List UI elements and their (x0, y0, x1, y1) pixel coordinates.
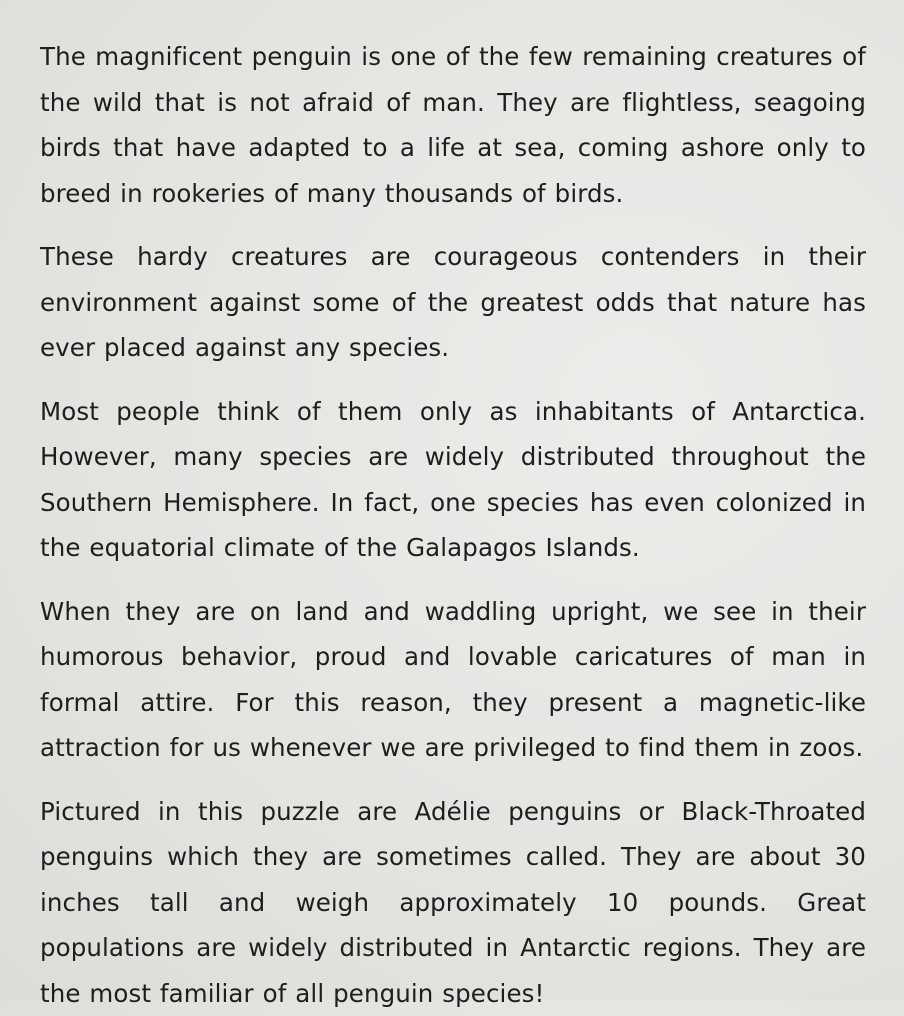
paragraph-hardy-creatures: These hardy creatures are courageous contenders in their environment against some of the greatest odds that nature has ever placed against any species. (40, 234, 866, 371)
paragraph-intro: The magnificent penguin is one of the few remaining creatures of the wild that is not afraid of man. They are flightless, seagoing birds that have adapted to a life at sea, coming ashore only to breed in rookeries of many thousands of birds. (40, 34, 866, 216)
paragraph-adelie: Pictured in this puzzle are Adélie penguins or Black-Throated penguins which they are sometimes called. They are about 30 inches tall and weigh approximately 10 pounds. Great populations are widely distributed in Antarctic regions. They are the most familiar of all penguin species! (40, 789, 866, 1016)
paragraph-behavior: When they are on land and waddling upright, we see in their humorous behavior, proud and lovable caricatures of man in formal attire. For this reason, they present a magnetic-like attraction for us whenever we are privileged to find them in zoos. (40, 589, 866, 771)
paragraph-distribution: Most people think of them only as inhabitants of Antarctica. However, many species are widely distributed throughout the Southern Hemisphere. In fact, one species has even colonized in the equatorial climate of the Galapagos Islands. (40, 389, 866, 571)
